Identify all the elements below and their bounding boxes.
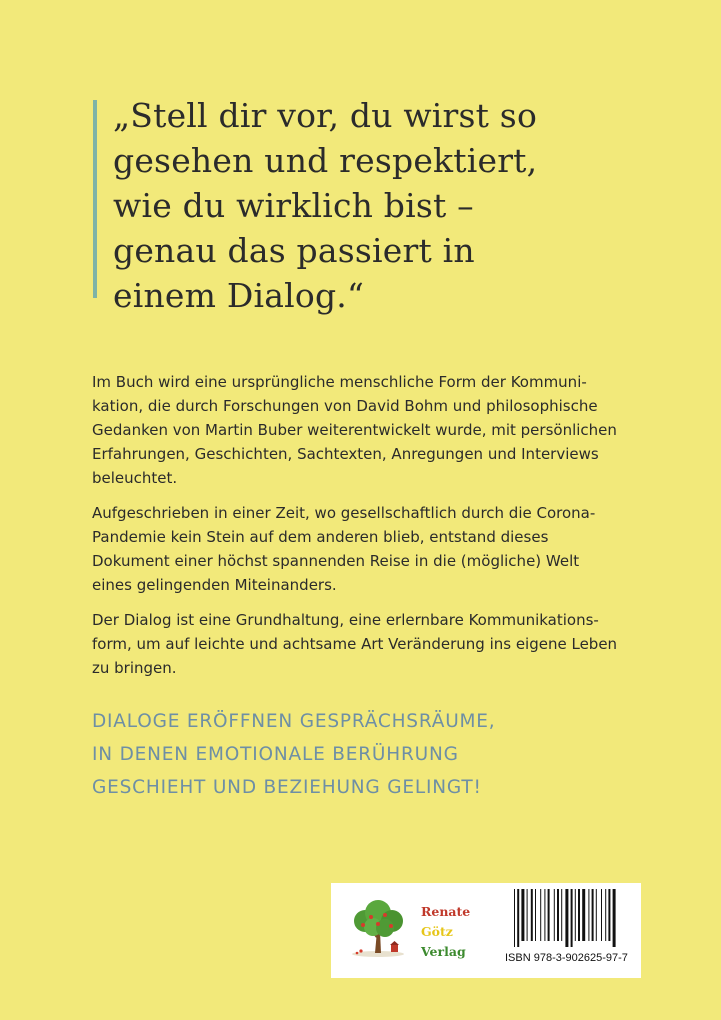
barcode-bar	[588, 889, 589, 941]
barcode-bar	[561, 889, 562, 941]
barcode-bar	[605, 889, 606, 941]
text-line: Erfahrungen, Geschichten, Sachtexten, Anregungen und Interviews	[92, 445, 599, 463]
barcode-bar	[548, 889, 550, 941]
text-line: Pandemie kein Stein auf dem anderen blieb, entstand dieses	[92, 528, 549, 546]
barcode-bar	[613, 889, 616, 947]
text-line: Aufgeschrieben in einer Zeit, wo gesellschaftlich durch die Corona-	[92, 504, 596, 522]
text-line: zu bringen.	[92, 659, 177, 677]
quote-line: genau das passiert in	[113, 231, 475, 270]
imprint-box	[331, 883, 641, 978]
barcode-bar	[578, 889, 580, 941]
quote-line: einem Dialog.“	[113, 276, 365, 315]
barcode-bar	[592, 889, 594, 941]
barcode-bar	[514, 889, 515, 947]
text-line: beleuchtet.	[92, 469, 178, 487]
text-line: Gedanken von Martin Buber weiterentwickelt wurde, mit persönlichen	[92, 421, 617, 439]
barcode-bar	[531, 889, 533, 941]
barcode-bar	[596, 889, 597, 941]
barcode-bar	[571, 889, 573, 947]
description-paragraph	[92, 608, 632, 680]
barcode-bar	[575, 889, 576, 941]
publisher-name	[421, 902, 470, 962]
barcode-bar	[521, 889, 524, 941]
barcode-bar	[554, 889, 555, 941]
slogan-line: IN DENEN EMOTIONALE BERÜHRUNG	[92, 744, 459, 765]
barcode-bar	[527, 889, 528, 941]
barcode-bar	[544, 889, 545, 941]
quote-line: gesehen und respektiert,	[113, 141, 538, 180]
book-description	[92, 370, 632, 691]
barcode-bar	[582, 889, 585, 941]
barcode-bar	[565, 889, 568, 947]
text-line: Der Dialog ist eine Grundhaltung, eine erlernbare Kommunikations-	[92, 611, 599, 629]
quote-accent-bar	[93, 100, 97, 298]
publisher-name-line: Renate	[421, 904, 471, 919]
barcode	[512, 889, 634, 947]
text-line: Im Buch wird eine ursprüngliche menschliche Form der Kommuni-	[92, 373, 587, 391]
description-paragraph	[92, 501, 632, 597]
barcode-bar	[608, 889, 610, 941]
publisher-name-line: Götz	[421, 924, 453, 939]
isbn-number: ISBN 978-3-902625-97-7	[505, 952, 628, 964]
slogan	[92, 705, 652, 804]
barcode-bar	[535, 889, 536, 941]
publisher-name-line: Verlag	[421, 944, 466, 959]
slogan-line: DIALOGE ERÖFFNEN GESPRÄCHSRÄUME,	[92, 711, 496, 732]
text-line: Dokument einer höchst spannenden Reise in die (mögliche) Welt	[92, 552, 580, 570]
barcode-bar	[517, 889, 519, 947]
quote-line: „Stell dir vor, du wirst so	[113, 96, 538, 135]
text-line: form, um auf leichte und achtsame Art Veränderung ins eigene Leben	[92, 635, 618, 653]
barcode-bar	[557, 889, 559, 941]
slogan-line: GESCHIEHT UND BEZIEHUNG GELINGT!	[92, 777, 482, 798]
pull-quote	[113, 93, 673, 318]
barcode-bar	[601, 889, 602, 941]
description-paragraph	[92, 370, 632, 490]
quote-line: wie du wirklich bist –	[113, 186, 474, 225]
barcode-bar	[540, 889, 541, 941]
text-line: kation, die durch Forschungen von David Bohm und philosophische	[92, 397, 598, 415]
tree-icon	[347, 897, 409, 961]
text-line: eines gelingenden Miteinanders.	[92, 576, 337, 594]
